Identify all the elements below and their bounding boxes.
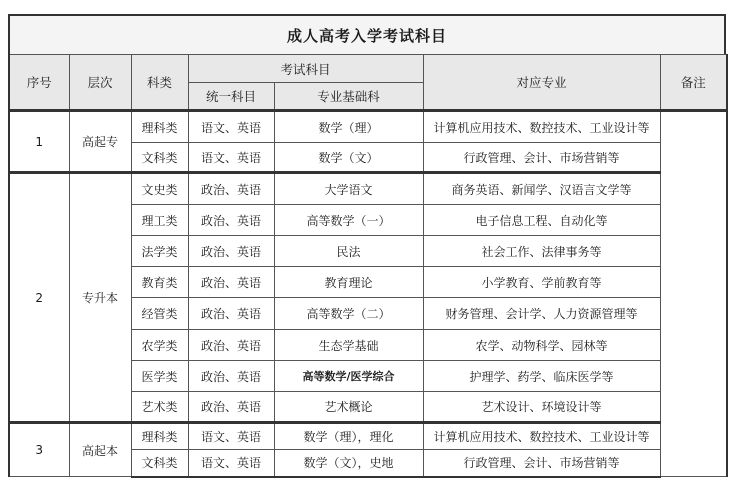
cell-category: 理科类 [131, 423, 188, 450]
cell-seq: 2 [9, 173, 69, 423]
cell-basic: 生态学基础 [274, 330, 423, 361]
cell-category: 文科类 [131, 450, 188, 477]
cell-majors: 财务管理、会计学、人力资源管理等 [423, 298, 660, 330]
cell-basic: 教育理论 [274, 267, 423, 298]
cell-seq: 1 [9, 111, 69, 173]
cell-majors: 护理学、药学、临床医学等 [423, 361, 660, 392]
header-level: 层次 [69, 55, 131, 111]
cell-basic: 数学（文），史地 [274, 450, 423, 477]
header-unified: 统一科目 [188, 83, 274, 111]
cell-basic: 民法 [274, 236, 423, 267]
table-row [9, 173, 727, 205]
cell-category: 理科类 [131, 111, 188, 143]
cell-category: 医学类 [131, 361, 188, 392]
cell-basic: 数学（理） [274, 111, 423, 143]
cell-level: 专升本 [69, 173, 131, 423]
cell-majors: 小学教育、学前教育等 [423, 267, 660, 298]
cell-basic: 高等数学（一） [274, 205, 423, 236]
header-exam-subjects: 考试科目 [188, 55, 423, 83]
cell-unified: 语文、英语 [188, 450, 274, 477]
cell-unified: 政治、英语 [188, 330, 274, 361]
cell-category: 理工类 [131, 205, 188, 236]
table-row [9, 111, 727, 143]
cell-level: 高起本 [69, 423, 131, 477]
cell-unified: 政治、英语 [188, 236, 274, 267]
header-notes: 备注 [660, 55, 727, 111]
cell-unified: 政治、英语 [188, 205, 274, 236]
cell-unified: 语文、英语 [188, 143, 274, 173]
cell-basic: 数学（文） [274, 143, 423, 173]
cell-majors: 农学、动物科学、园林等 [423, 330, 660, 361]
cell-unified: 政治、英语 [188, 392, 274, 423]
cell-majors: 行政管理、会计、市场营销等 [423, 450, 660, 477]
cell-majors: 社会工作、法律事务等 [423, 236, 660, 267]
cell-category: 教育类 [131, 267, 188, 298]
cell-category: 文史类 [131, 173, 188, 205]
table-row [9, 423, 727, 450]
cell-category: 经管类 [131, 298, 188, 330]
cell-basic: 高等数学/医学综合 [274, 361, 423, 392]
cell-majors: 艺术设计、环境设计等 [423, 392, 660, 423]
header-category: 科类 [131, 55, 188, 111]
cell-basic: 大学语文 [274, 173, 423, 205]
cell-majors: 计算机应用技术、数控技术、工业设计等 [423, 423, 660, 450]
cell-seq: 3 [9, 423, 69, 477]
cell-majors: 行政管理、会计、市场营销等 [423, 143, 660, 173]
cell-basic: 艺术概论 [274, 392, 423, 423]
header-row [9, 55, 727, 83]
cell-unified: 政治、英语 [188, 173, 274, 205]
exam-subjects-table [8, 54, 728, 478]
cell-majors: 商务英语、新闻学、汉语言文学等 [423, 173, 660, 205]
cell-majors: 计算机应用技术、数控技术、工业设计等 [423, 111, 660, 143]
cell-majors: 电子信息工程、自动化等 [423, 205, 660, 236]
cell-unified: 政治、英语 [188, 298, 274, 330]
header-majors: 对应专业 [423, 55, 660, 111]
cell-unified: 语文、英语 [188, 423, 274, 450]
cell-unified: 语文、英语 [188, 111, 274, 143]
header-seq: 序号 [9, 55, 69, 111]
exam-subjects-table-frame [8, 14, 726, 484]
cell-category: 法学类 [131, 236, 188, 267]
cell-category: 农学类 [131, 330, 188, 361]
cell-unified: 政治、英语 [188, 361, 274, 392]
cell-notes [660, 111, 727, 477]
cell-level: 高起专 [69, 111, 131, 173]
cell-basic: 数学（理），理化 [274, 423, 423, 450]
header-basic: 专业基础科 [274, 83, 423, 111]
cell-basic: 高等数学（二） [274, 298, 423, 330]
cell-category: 文科类 [131, 143, 188, 173]
cell-unified: 政治、英语 [188, 267, 274, 298]
cell-category: 艺术类 [131, 392, 188, 423]
table-title: 成人高考入学考试科目 [8, 14, 726, 54]
